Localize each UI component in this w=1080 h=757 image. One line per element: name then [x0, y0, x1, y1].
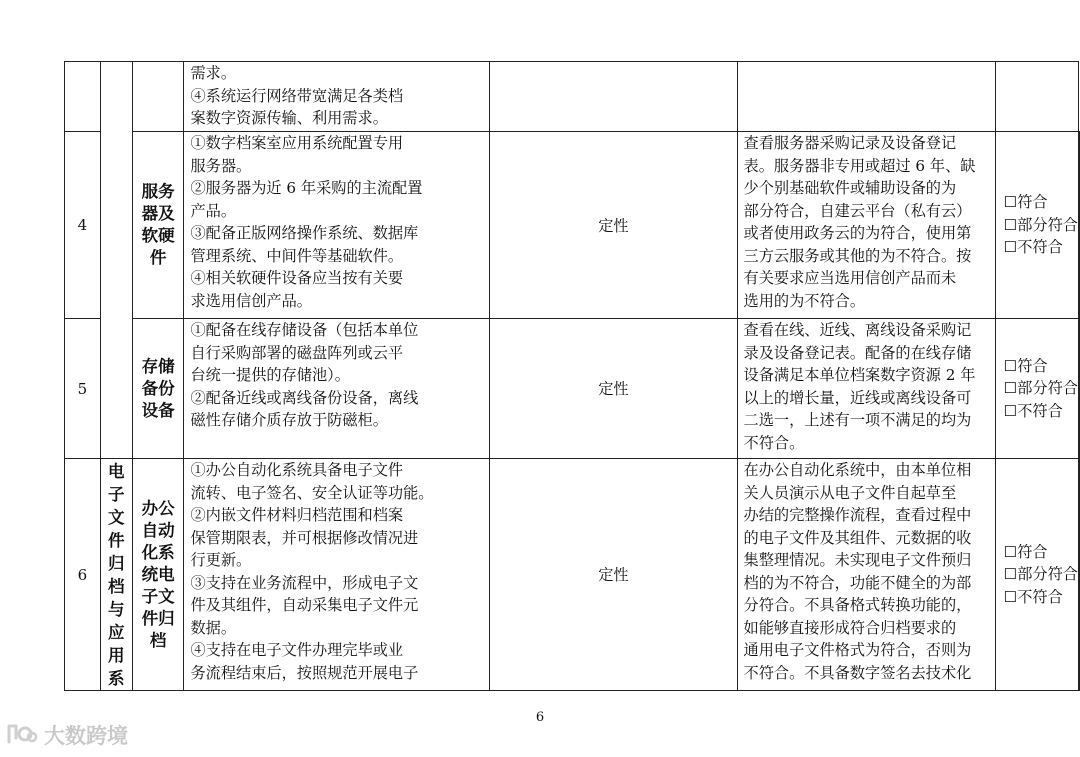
row-number: 5 [65, 319, 101, 459]
remarks-cell [1078, 459, 1079, 691]
criteria-text: 在办公自动化系统中，由本单位相 关人员演示从电子文件自起草至 办结的完整操作流程，查看过程中 的电子文件及其组件、元数据的收 集整理情况。未实现电子文件预归 档的为不符合，功能不健全的为部 分符合。不具备格式转换功能的， 如能够直接形成符合归档要求的 通用电子文件格式为符合，否则为 不符合。不具备数字签名去技术化 [743, 461, 972, 682]
watermark-logo-icon [6, 722, 38, 748]
remarks-cell [1078, 319, 1079, 459]
remarks-cell [1078, 132, 1079, 319]
requirements-text: ①配备在线存储设备（包括本单位 自行采购部署的磁盘阵列或云平 台统一提供的存储池）。 ②配备近线或离线备份设备，离线 磁性存储介质存放于防磁柜。 [190, 321, 419, 429]
method-cell: 定性 [490, 319, 737, 459]
compliance-options: ☐符合 ☐部分符合 ☐不符合 [995, 459, 1078, 691]
compliance-options: ☐符合 ☐部分符合 ☐不符合 [995, 132, 1078, 319]
table-row [65, 62, 1080, 132]
item-category: 服务 器及 软硬 件 [132, 132, 184, 319]
row-number [65, 62, 101, 132]
table-row [65, 459, 1080, 691]
item-category [132, 62, 184, 132]
requirements-text: 需求。 ④系统运行网络带宽满足各类档 案数字资源传输、利用需求。 [190, 64, 404, 127]
requirements-text: ①办公自动化系统具备电子文件 流转、电子签名、安全认证等功能。 ②内嵌文件材料归档范围和档案 保管期限表，并可根据修改情况进 行更新。 ③支持在业务流程中，形成电子文 件及其组件，自动采集电子文件元 数据。 ④支持在电子文件办理完毕或业 务流程结束后，按照规范开展电子 [190, 461, 434, 682]
evaluation-table [64, 61, 1080, 691]
compliance-options: ☐符合 ☐部分符合 ☐不符合 [995, 319, 1078, 459]
watermark [6, 720, 128, 750]
compliance-options [995, 62, 1078, 132]
watermark-text: 大数跨境 [44, 724, 128, 748]
table-row [65, 132, 1080, 319]
criteria-text: 查看服务器采购记录及设备登记 表。服务器非专用或超过 6 年、缺 少个别基础软件或辅助设备的为 部分符合，自建云平台（私有云） 或者使用政务云的为符合，使用第 三方云服务或其他的为不符合。按 有关要求应当选用信创产品而未 选用的为不符合。 [743, 134, 976, 310]
requirements-text: ①数字档案室应用系统配置专用 服务器。 ②服务器为近 6 年采购的主流配置 产品。 ③配备正版网络操作系统、数据库 管理系统、中间件等基础软件。 ④相关软硬件设备应当按有关要 求选用信创产品。 [190, 134, 423, 310]
item-category: 存储 备份 设备 [132, 319, 184, 459]
item-category: 办公 自动 化系 统电 子文 件归 档 [132, 459, 184, 691]
section-category: 电 子 文 件 归 档 与 应 用 系 [100, 459, 132, 691]
row-number: 6 [65, 459, 101, 691]
method-cell [490, 62, 737, 132]
category-group-cell [100, 62, 132, 459]
criteria-text: 查看在线、近线、离线设备采购记 录及设备登记表。配备的在线存储 设备满足本单位档案数字资源 2 年 以上的增长量，近线或离线设备可 二选一，上述有一项不满足的均为 不符合。 [743, 321, 976, 452]
table-row [65, 319, 1080, 459]
method-cell: 定性 [490, 459, 737, 691]
page-number: 6 [535, 710, 545, 725]
row-number: 4 [65, 132, 101, 319]
method-cell: 定性 [490, 132, 737, 319]
